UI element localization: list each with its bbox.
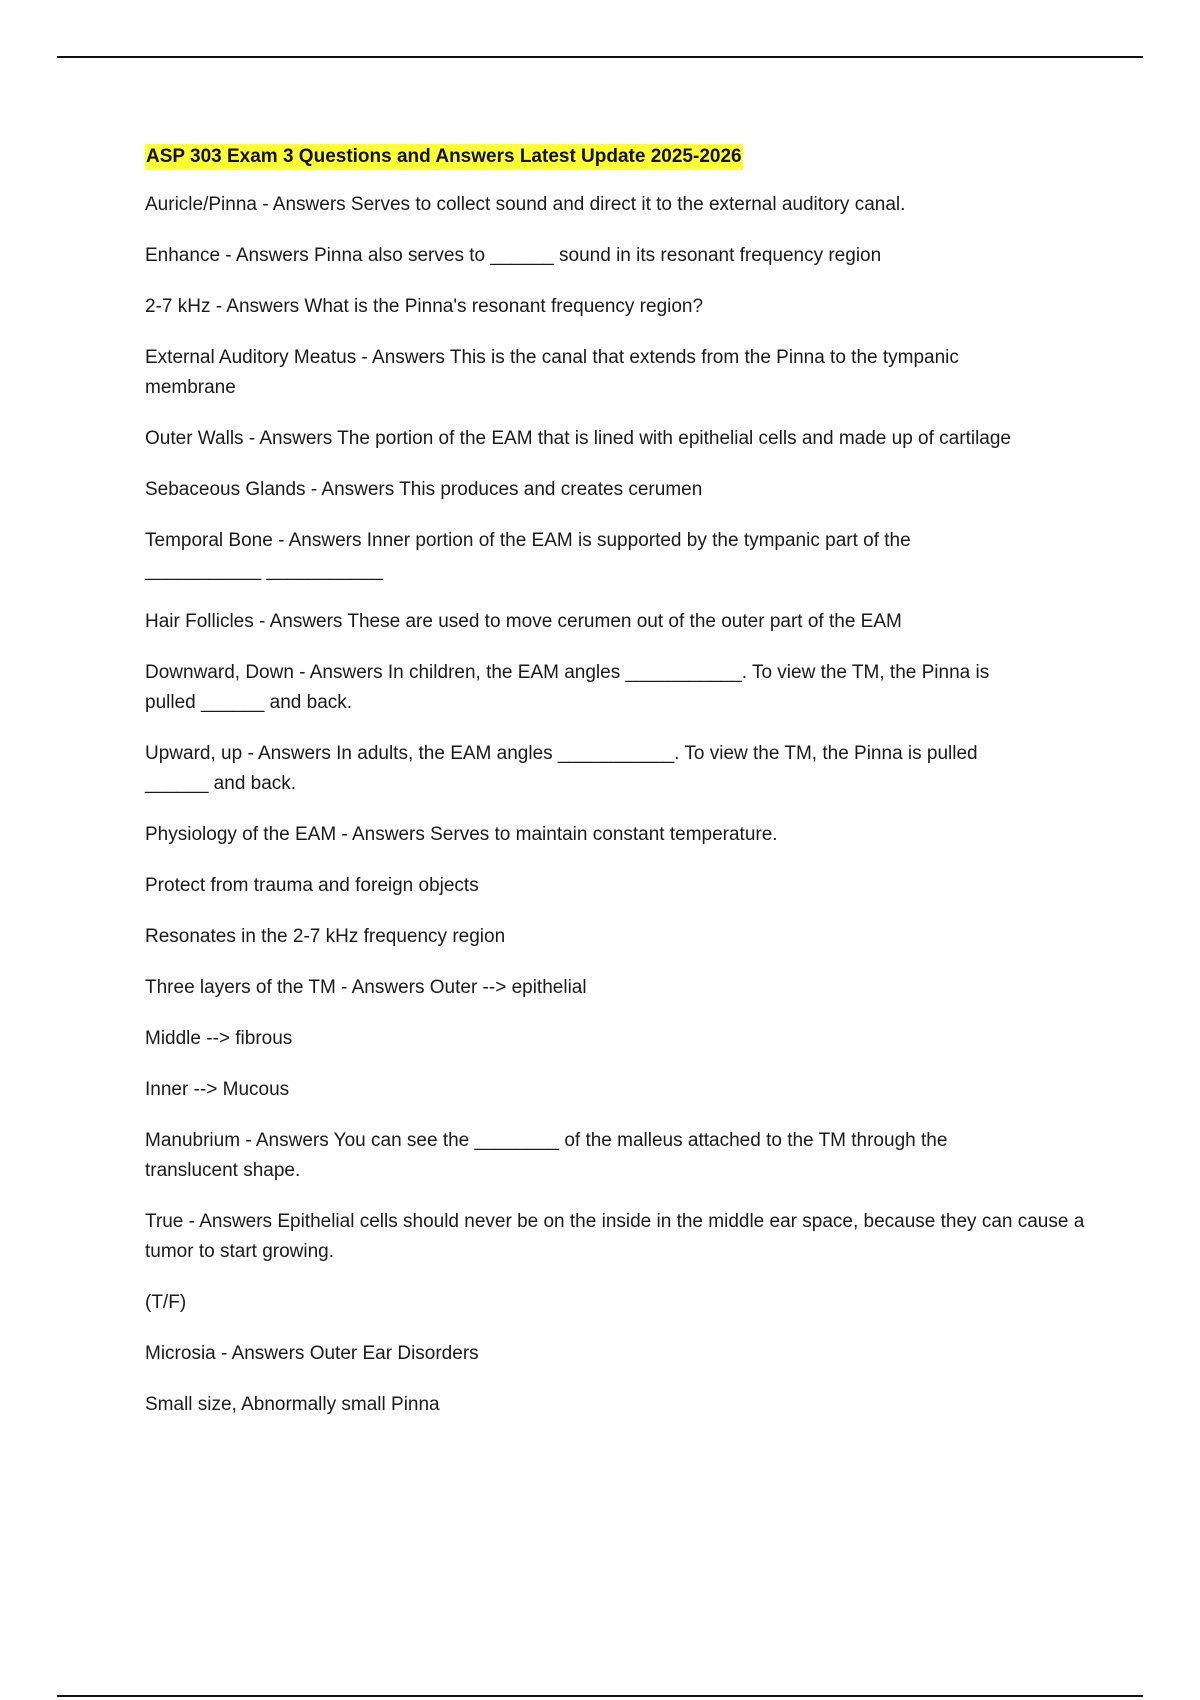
document-body	[145, 144, 1085, 1441]
paragraph: Manubrium - Answers You can see the ________ of the malleus attached to the TM through the translucent shape.	[145, 1130, 948, 1181]
paragraph: Resonates in the 2-7 kHz frequency region	[145, 926, 506, 947]
paragraph: True - Answers Epithelial cells should never be on the inside in the middle ear space, because they can cause a tumor to start growing.	[145, 1211, 1085, 1262]
paragraph: External Auditory Meatus - Answers This is the canal that extends from the Pinna to the tympanic membrane	[145, 347, 959, 398]
footer-rule	[57, 1695, 1143, 1697]
paragraph: Protect from trauma and foreign objects	[145, 875, 479, 896]
paragraph: Small size, Abnormally small Pinna	[145, 1394, 440, 1415]
paragraph: Auricle/Pinna - Answers Serves to collect sound and direct it to the external auditory canal.	[145, 194, 906, 215]
paragraph: Middle --> fibrous	[145, 1028, 293, 1049]
paragraph: Inner --> Mucous	[145, 1079, 290, 1100]
paragraph: Temporal Bone - Answers Inner portion of the EAM is supported by the tympanic part of the ___________ ___________	[145, 530, 911, 581]
paragraph: Downward, Down - Answers In children, the EAM angles ___________. To view the TM, the Pinna is pulled ______ and back.	[145, 662, 990, 713]
paragraph: Enhance - Answers Pinna also serves to ______ sound in its resonant frequency region	[145, 245, 882, 266]
paragraph: Outer Walls - Answers The portion of the EAM that is lined with epithelial cells and made up of cartilage	[145, 428, 1011, 449]
paragraph: Sebaceous Glands - Answers This produces and creates cerumen	[145, 479, 703, 500]
paragraph: Physiology of the EAM - Answers Serves to maintain constant temperature.	[145, 824, 778, 845]
header-rule	[57, 56, 1143, 58]
paragraph: Three layers of the TM - Answers Outer --> epithelial	[145, 977, 587, 998]
document-title: ASP 303 Exam 3 Questions and Answers Latest Update 2025-2026	[145, 144, 743, 170]
paragraph: (T/F)	[145, 1292, 187, 1313]
paragraph: Hair Follicles - Answers These are used to move cerumen out of the outer part of the EAM	[145, 611, 902, 632]
paragraph: 2-7 kHz - Answers What is the Pinna's resonant frequency region?	[145, 296, 704, 317]
paragraph: Microsia - Answers Outer Ear Disorders	[145, 1343, 479, 1364]
paragraph: Upward, up - Answers In adults, the EAM angles ___________. To view the TM, the Pinna is pulled ______ and back.	[145, 743, 978, 794]
